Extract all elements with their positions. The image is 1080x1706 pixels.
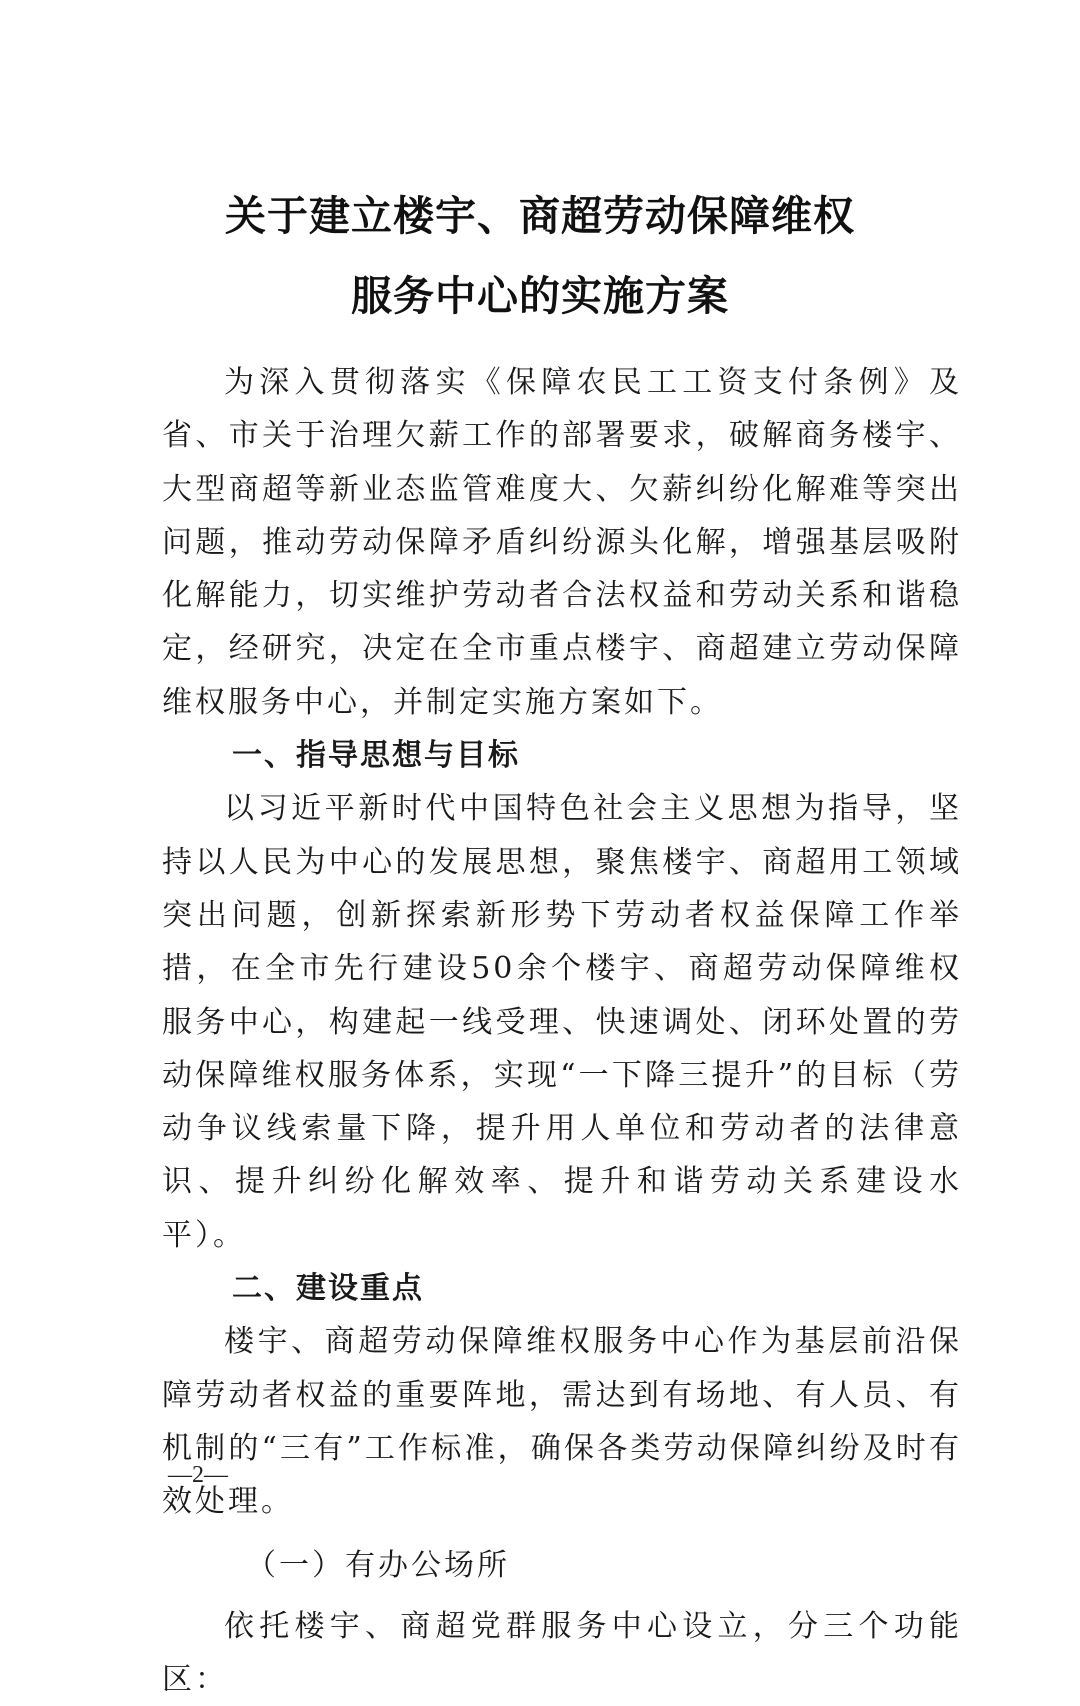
subsection-heading-1: （一）有办公场所 [246,1547,510,1583]
page-number: —2— [168,1462,228,1488]
section-2-paragraph: 楼宇、商超劳动保障维权服务中心作为基层前沿保障劳动者权益的重要阵地，需达到有场地、有人员、有机制的“三有”工作标准，确保各类劳动保障纠纷及时有效处理。 [162,1324,962,1520]
section-1-paragraph: 以习近平新时代中国特色社会主义思想为指导，坚持以人民为中心的发展思想，聚焦楼宇、商超用工领域突出问题，创新探索新形势下劳动者权益保障工作举措，在全市先行建设50余个楼宇、商超劳动保障维权服务中心，构建起一线受理、快速调处、闭环处置的劳动保障维权服务体系，实现“一下降三提升”的目标（劳动争议线索量下降，提升用人单位和劳动者的法律意识、提升纠纷化解效率、提升和谐劳动关系建设水平）。 [162,791,962,1253]
subsection-1-paragraph: 依托楼宇、商超党群服务中心设立，分三个功能区： [162,1608,962,1698]
title-line-2: 服务中心的实施方案 [351,272,729,320]
intro-paragraph: 为深入贯彻落实《保障农民工工资支付条例》及省、市关于治理欠薪工作的部署要求，破解商务楼宇、大型商超等新业态监管难度大、欠薪纠纷化解难等突出问题，推动劳动保障矛盾纠纷源头化解，增强基层吸附化解能力，切实维护劳动者合法权益和劳动关系和谐稳定，经研究，决定在全市重点楼宇、商超建立劳动保障维权服务中心，并制定实施方案如下。 [162,365,962,720]
document-body [162,356,962,1706]
title-line-1: 关于建立楼宇、商超劳动保障维权 [225,192,855,240]
section-heading-2: 二、建设重点 [232,1271,424,1307]
document-title [0,176,1080,336]
section-heading-1: 一、指导思想与目标 [232,738,520,774]
